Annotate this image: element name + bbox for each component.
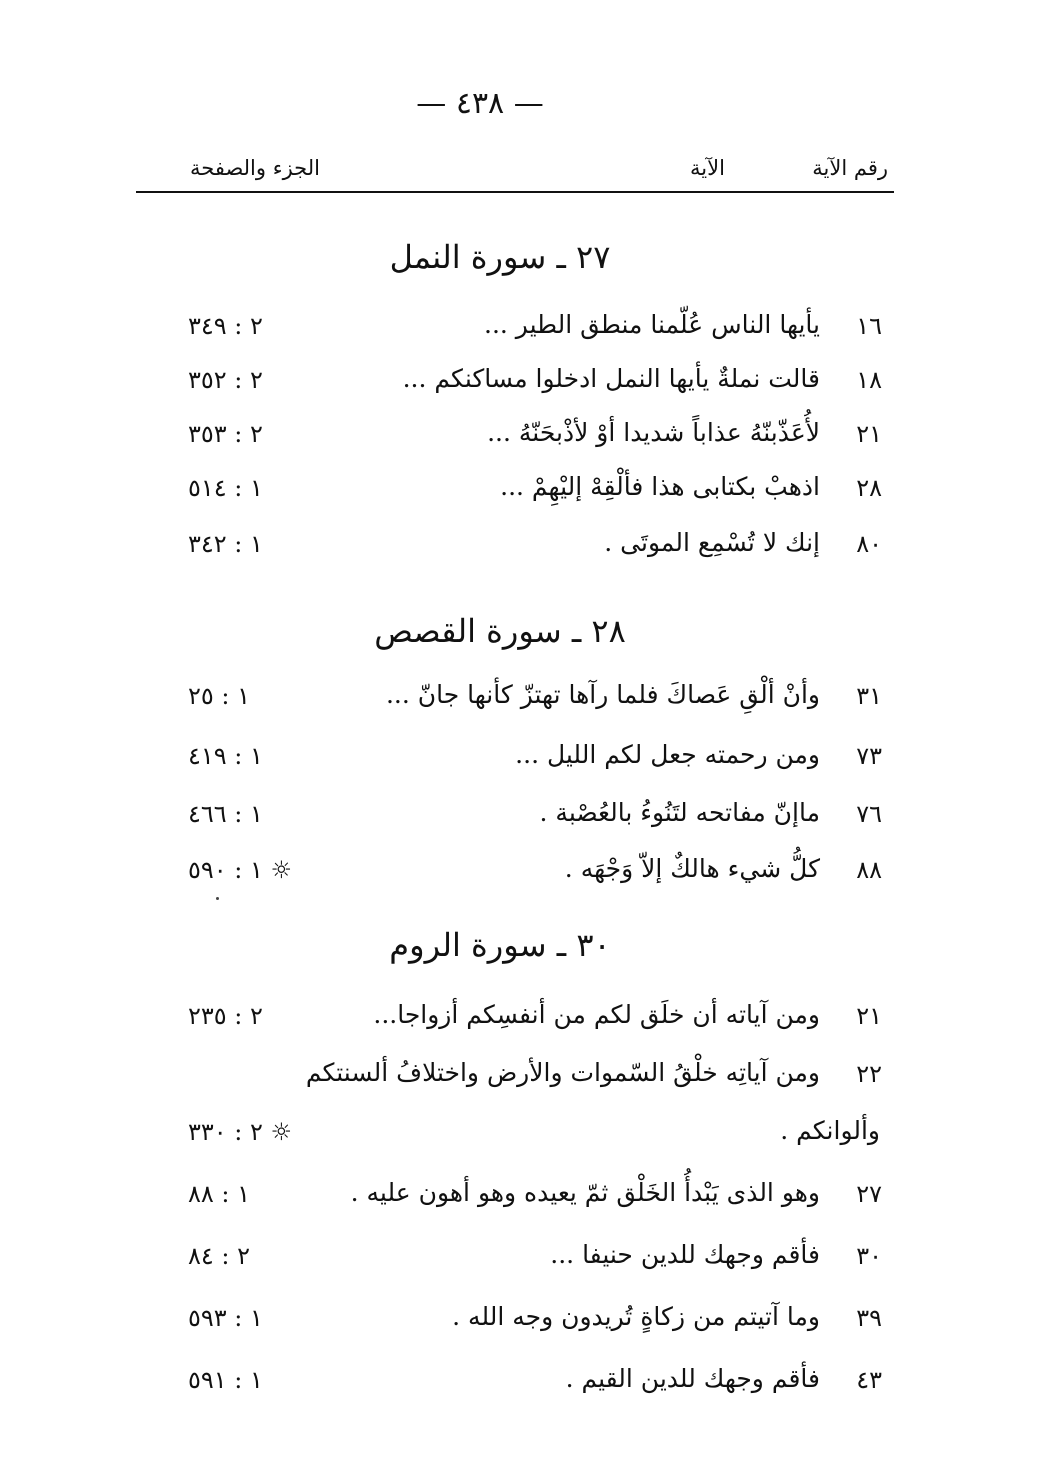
part-page-ref: ٢ : ٣٥٣	[188, 420, 263, 448]
verse-number: ٧٣	[856, 742, 882, 770]
verse-number: ١٨	[856, 366, 882, 394]
verse-text: ومن آياته أن خلَق لكم من أنفسِكم أزواجا...	[373, 1000, 820, 1029]
surah-title: ٢٧ ـ سورة النمل	[389, 238, 611, 276]
surah-title: ٣٠ ـ سورة الروم	[389, 926, 611, 964]
part-page-ref: ١ : ٥١٤	[188, 474, 263, 502]
part-page-ref: ٢ : ٢٣٥	[188, 1002, 263, 1030]
verse-row	[0, 994, 1058, 1042]
verse-number: ٢١	[856, 420, 882, 448]
verse-text: كلُّ شيء هالكٌ إلاّ وَجْهَه .	[564, 854, 820, 883]
verse-text: ومن رحمته جعل لكم الليل ...	[515, 740, 820, 769]
verse-number: ١٦	[856, 312, 882, 340]
verse-text: ومن آياتِه خلْقُ السّموات والأرض واختلافُ ألسنتكم	[305, 1058, 820, 1087]
part-page-ref: ١ : ٥٩٠ ☼	[188, 856, 293, 884]
part-page-ref: ١ : ٥٩٣	[188, 1304, 263, 1332]
verse-number: ٤٣	[856, 1366, 882, 1394]
verse-number: ٢١	[856, 1002, 882, 1030]
verse-number: ٢٨	[856, 474, 882, 502]
verse-row	[0, 734, 1058, 782]
verse-text-continuation: وألوانكم .	[780, 1116, 880, 1145]
verse-row	[0, 522, 1058, 570]
part-page-ref: ١ : ٢٥	[188, 682, 251, 710]
verse-row	[0, 1234, 1058, 1282]
verse-number: ٣١	[856, 682, 882, 710]
surah-title: ٢٨ ـ سورة القصص	[374, 612, 626, 650]
verse-number: ٣٩	[856, 1304, 882, 1332]
header-part-page: الجزء والصفحة	[190, 156, 320, 180]
verse-text: فأقم وجهك للدين حنيفا ...	[550, 1240, 820, 1269]
verse-row	[0, 1052, 1058, 1100]
verse-text: اذهبْ بكتابى هذا فألْقِهْ إليْهِمْ ...	[500, 472, 820, 501]
part-page-ref: ١ : ٤١٩	[188, 742, 263, 770]
part-page-ref: ٢ : ٣٤٩	[188, 312, 263, 340]
verse-number: ٢٢	[856, 1060, 882, 1088]
verse-row	[0, 466, 1058, 514]
ink-speck	[216, 897, 219, 900]
verse-text: فأقم وجهك للدين القيم .	[565, 1364, 820, 1393]
part-page-ref: ١ : ٣٤٢	[188, 530, 263, 558]
verse-row	[0, 792, 1058, 840]
verse-row-continuation	[0, 1110, 1058, 1158]
verse-text: ماإنّ مفاتحه لتَنُوءُ بالعُصْبة .	[539, 798, 820, 827]
verse-row	[0, 1172, 1058, 1220]
part-page-ref: ١ : ٨٨	[188, 1180, 251, 1208]
header-verse: الآية	[690, 156, 725, 180]
verse-text: قالت نملةٌ يأيها النمل ادخلوا مساكنكم ...	[402, 364, 820, 393]
part-page-ref: ٢ : ٣٣٠ ☼	[188, 1118, 293, 1146]
verse-number: ٣٠	[856, 1242, 882, 1270]
verse-row	[0, 674, 1058, 722]
part-page-ref: ٢ : ٣٥٢	[188, 366, 263, 394]
verse-row	[0, 1358, 1058, 1406]
verse-number: ٢٧	[856, 1180, 882, 1208]
header-rule	[136, 191, 894, 193]
header-verse-number: رقم الآية	[812, 156, 888, 180]
verse-number: ٧٦	[856, 800, 882, 828]
verse-text: يأيها الناس عُلّمنا منطق الطير ...	[484, 310, 820, 339]
verse-text: إنك لا تُسْمِع الموتَى .	[604, 528, 820, 557]
verse-text: لأُعَذّبنّهُ عذاباً شديدا أوْ لأذْبحَنّهُ ...	[487, 418, 820, 447]
verse-row	[0, 1296, 1058, 1344]
part-page-ref: ١ : ٤٦٦	[188, 800, 263, 828]
verse-number: ٨٠	[856, 530, 882, 558]
verse-text: وما آتيتم من زكاةٍ تُريدون وجه الله .	[452, 1302, 820, 1331]
verse-text: وهو الذى يَبْدأُ الخَلْق ثمّ يعيده وهو أهون عليه .	[350, 1178, 820, 1207]
verse-row	[0, 412, 1058, 460]
verse-text: وأنْ ألْقِ عَصاكَ فلما رآها تهتزّ كأنها جانّ ...	[385, 680, 820, 709]
verse-row	[0, 304, 1058, 352]
page-number: — ٤٣٨ —	[416, 86, 544, 121]
part-page-ref: ١ : ٥٩١	[188, 1366, 263, 1394]
verse-row	[0, 848, 1058, 896]
verse-number: ٨٨	[856, 856, 882, 884]
part-page-ref: ٢ : ٨٤	[188, 1242, 251, 1270]
verse-row	[0, 358, 1058, 406]
